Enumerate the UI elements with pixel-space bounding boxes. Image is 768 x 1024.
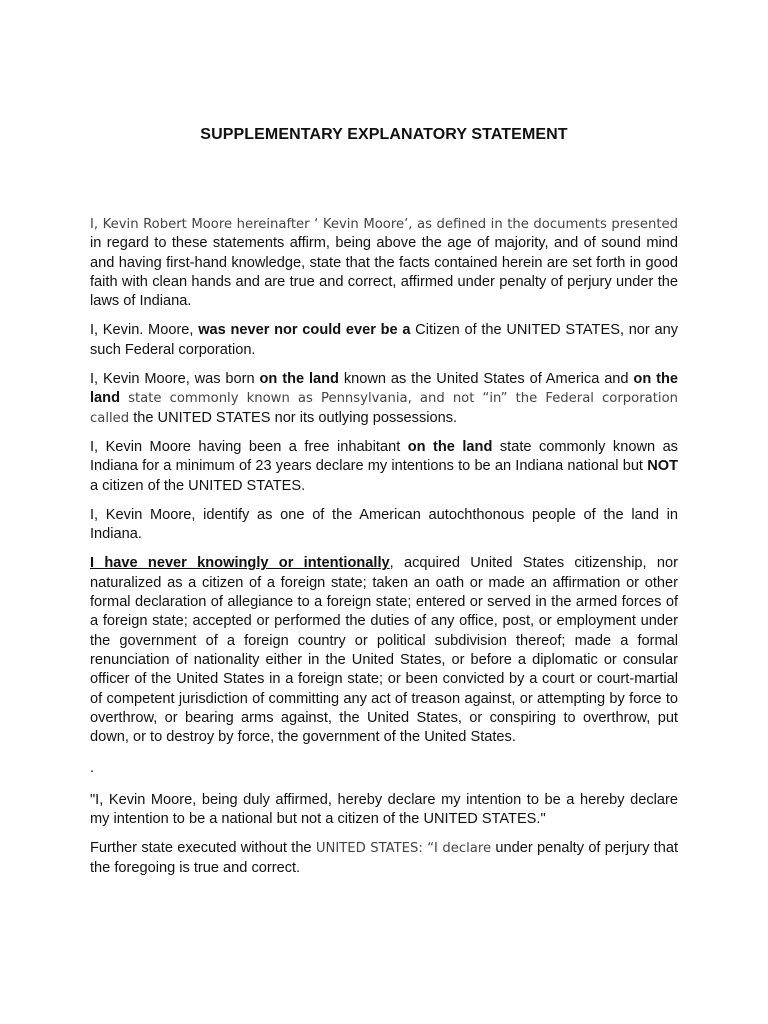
document-title: SUPPLEMENTARY EXPLANATORY STATEMENT — [200, 126, 568, 143]
birth-text-2: known as the United States of America and — [338, 371, 634, 388]
document-body — [90, 215, 678, 888]
citizenship-text-1: I, Kevin. Moore, — [90, 322, 199, 339]
birth-text-4: the UNITED STATES nor its outlying possessions. — [129, 409, 458, 426]
paragraph-citizenship — [90, 321, 678, 360]
paragraph-affirmation — [90, 215, 678, 311]
closing-text-3: under penalty of perjury that the foregoing is true and correct. — [90, 840, 678, 876]
birth-emphasis-2: on the land — [90, 371, 678, 407]
paragraph-closing — [90, 839, 678, 878]
inhabitant-text-2: state commonly known as Indiana for a minimum of 23 years declare my intentions to be an Indiana national but — [90, 438, 678, 475]
inhabitant-emphasis-1: on the land — [407, 438, 493, 455]
affirmation-intro: I, Kevin Robert Moore hereinafter ‘ Kevin Moore’, as defined in the documents presented — [90, 217, 678, 232]
birth-text-1: I, Kevin Moore, was born — [90, 371, 260, 388]
paragraph-dot: . — [90, 760, 95, 777]
citizenship-emphasis: was never nor could ever be a — [198, 322, 411, 339]
paragraph-identity: I, Kevin Moore, identify as one of the American autochthonous people of the land in Indiana. — [90, 506, 678, 543]
birth-emphasis-1: on the land — [259, 371, 339, 388]
paragraph-never — [90, 554, 678, 747]
paragraph-birth — [90, 370, 678, 428]
affirmation-text: in regard to these statements affirm, being above the age of majority, and of sound mind and having first-hand knowledge, state that the facts contained herein are set forth in good faith with clean hands and are true and correct, affirmed under penalty of perjury under the laws of Indiana. — [90, 235, 678, 310]
inhabitant-text-3: a citizen of the UNITED STATES. — [90, 477, 306, 494]
closing-text-1: Further state executed without the — [90, 840, 316, 857]
never-text: , acquired United States citizenship, nor naturalized as a citizen of a foreign state; taken an oath or made an affirmation or other formal declaration of allegiance to a foreign state; entered or served in the armed forces of a foreign state; accepted or performed the duties of any office, post, or employment under the government of a foreign country or political subdivision thereof; made a formal renunciation of nationality either in the United States, or before a diplomatic or consular officer of the United States in a foreign state; or been convicted by a court or court-martial of competent jurisdiction of committing any act of treason against, or attempting by force to overthrow, or bearing arms against, the United States, or conspiring to overthrow, put down, or to destroy by force, the government of the United States. — [90, 555, 678, 746]
citizenship-text-2: Citizen of the UNITED STATES, nor any such Federal corporation. — [90, 322, 679, 358]
paragraph-inhabitant — [90, 438, 678, 496]
inhabitant-emphasis-2: NOT — [647, 458, 678, 475]
paragraph-declaration: "I, Kevin Moore, being duly affirmed, hereby declare my intention to be a hereby declare my intention to be a national but not a citizen of the UNITED STATES." — [90, 791, 678, 828]
never-emphasis: I have never knowingly or intentionally — [90, 555, 390, 572]
inhabitant-text-1: I, Kevin Moore having been a free inhabitant — [90, 438, 408, 455]
birth-text-3: state commonly known as Pennsylvania, and not “in” the Federal corporation called — [90, 391, 678, 426]
closing-text-2: UNITED STATES: “I declare — [315, 841, 492, 857]
